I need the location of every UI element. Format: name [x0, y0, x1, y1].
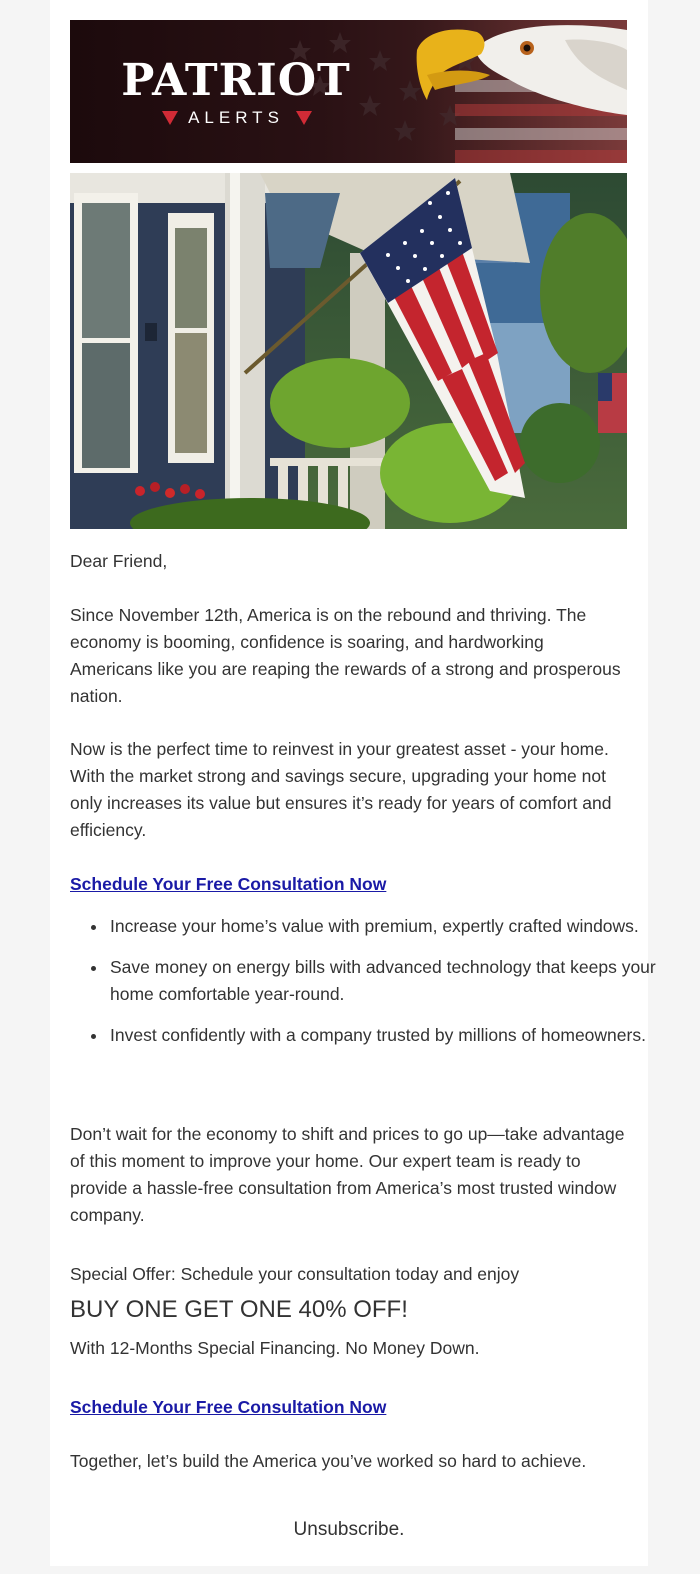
intro-paragraph: Since November 12th, America is on the rebound and thriving. The economy is booming, confidence is soaring, and hardworking Americans like you are reaping the rewards of a strong and prosperous nation. [70, 605, 621, 706]
list-item: Save money on energy bills with advanced technology that keeps your home comfortable year-round. [110, 954, 667, 1008]
benefits-list [70, 913, 667, 1063]
greeting: Dear Friend, [70, 551, 168, 571]
list-item: Increase your home’s value with premium, expertly crafted windows. [110, 913, 667, 940]
list-item: Invest confidently with a company trusted by millions of homeowners. [110, 1022, 667, 1049]
financing-text: With 12-Months Special Financing. No Money Down. [70, 1338, 480, 1358]
offer-headline: BUY ONE GET ONE 40% OFF! [70, 1296, 408, 1323]
urgency-paragraph: Don’t wait for the economy to shift and prices to go up—take advantage of this moment to improve your home. Our expert team is ready to provide a hassle-free consultation from America’s most trusted window company. [70, 1124, 625, 1225]
brand-title: PATRIOT [121, 55, 351, 106]
schedule-consultation-link[interactable]: Schedule Your Free Consultation Now [70, 874, 387, 894]
reinvest-paragraph: Now is the perfect time to reinvest in your greatest asset - your home. With the market strong and savings secure, upgrading your home not only increases its value but ensures it’s ready for years of comfort and efficiency. [70, 739, 612, 840]
porch-flag-photo [70, 173, 627, 529]
closing-text: Together, let’s build the America you’ve worked so hard to achieve. [70, 1451, 587, 1471]
email-card [50, 0, 656, 1566]
brand-subtitle: ALERTS [188, 108, 284, 127]
red-triangle-icon [296, 111, 312, 125]
bald-eagle-image [415, 20, 627, 163]
unsubscribe-link[interactable]: Unsubscribe. [293, 1519, 405, 1540]
schedule-consultation-link-bottom[interactable]: Schedule Your Free Consultation Now [70, 1397, 387, 1417]
header-banner [70, 20, 627, 163]
special-offer-intro: Special Offer: Schedule your consultation today and enjoy [70, 1264, 520, 1284]
